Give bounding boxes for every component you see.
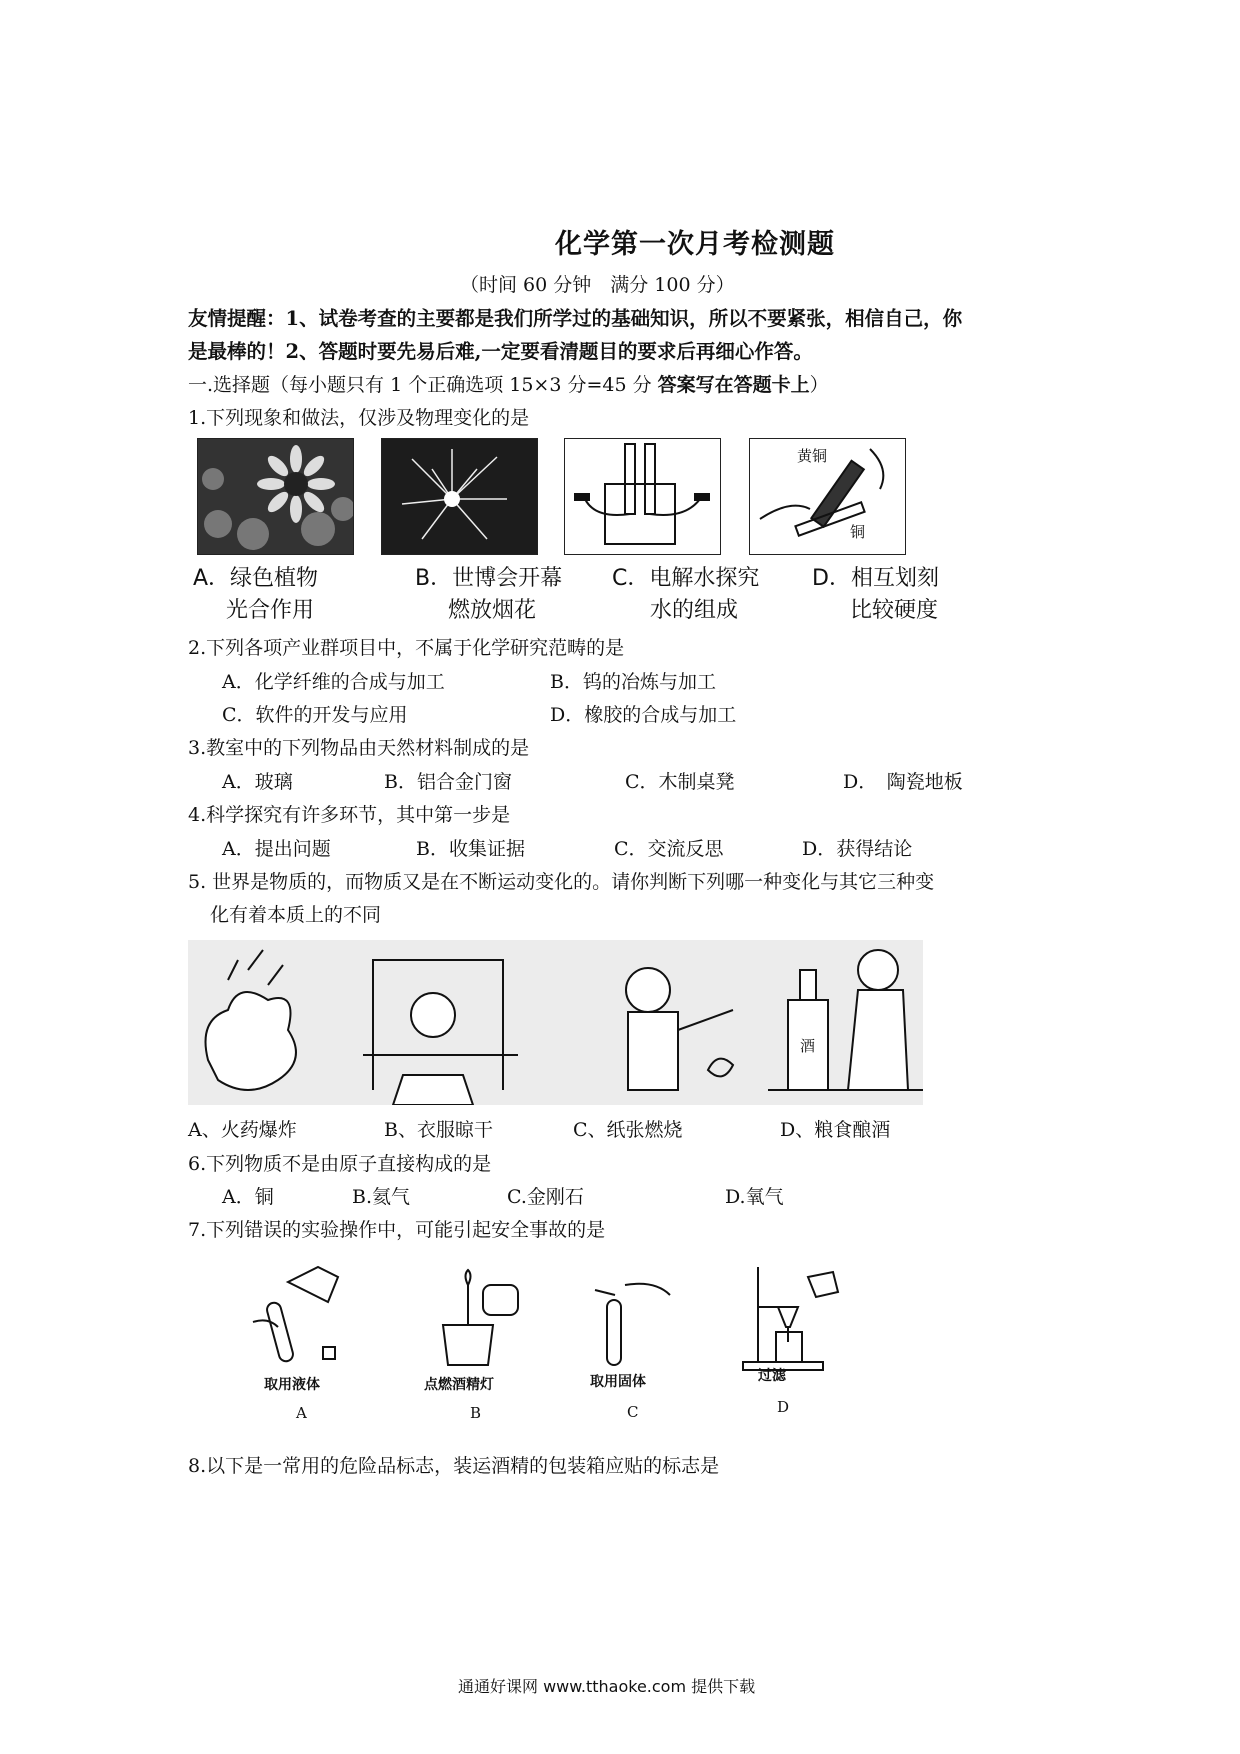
q5-option-a: A、火药爆炸 [188, 1119, 297, 1141]
footer-text: 通通好课网 www.tthaoke.com 提供下载 [458, 1677, 756, 1696]
scratching-hardness-diagram [749, 438, 906, 555]
exam-info: （时间 60 分钟 满分 100 分） [460, 274, 735, 296]
section-heading-bold: 答案写在答题卡上 [657, 374, 810, 396]
q1-option-d-line1: D．相互划刻 [812, 566, 939, 591]
page-title: 化学第一次月考检测题 [555, 229, 835, 260]
q1-option-c [612, 563, 759, 627]
q7-letter-d: D [777, 1398, 790, 1416]
q3-option-b: B．铝合金门窗 [384, 771, 512, 793]
q4-option-d: D．获得结论 [802, 838, 913, 860]
q7-letter-a: A [296, 1404, 307, 1422]
sunflower-photo [197, 438, 354, 555]
q7-caption-d: 过滤 [758, 1368, 786, 1384]
q2-option-d: D．橡胶的合成与加工 [550, 704, 737, 726]
q4-option-b: B．收集证据 [416, 838, 525, 860]
q7-letter-c: C [627, 1403, 639, 1421]
q4-option-a: A．提出问题 [222, 838, 331, 860]
q7-caption-a: 取用液体 [264, 1377, 320, 1393]
q1-option-a-line1: A．绿色植物 [193, 566, 319, 591]
q7-caption-b: 点燃酒精灯 [424, 1377, 494, 1393]
q1-option-b-line1: B．世博会开幕 [415, 566, 563, 591]
q8-stem: 8.以下是一常用的危险品标志，装运酒精的包装箱应贴的标志是 [188, 1455, 720, 1477]
q6-option-d: D.氧气 [725, 1186, 784, 1208]
fireworks-photo [381, 438, 538, 555]
q5-stem-line1: 5. 世界是物质的，而物质又是在不断运动变化的。请你判断下列哪一种变化与其它三种变 [188, 871, 935, 893]
q6-option-a: A．铜 [222, 1186, 274, 1208]
lighting-lamp-diagram [428, 1265, 528, 1375]
q4-option-c: C．交流反思 [614, 838, 724, 860]
q6-option-c: C.金刚石 [507, 1186, 584, 1208]
section-heading [188, 372, 829, 398]
q3-option-d: D． 陶瓷地板 [843, 771, 963, 793]
pouring-liquid-diagram [248, 1262, 353, 1372]
q6-stem: 6.下列物质不是由原子直接构成的是 [188, 1153, 492, 1175]
q2-stem: 2.下列各项产业群项目中，不属于化学研究范畴的是 [188, 637, 625, 659]
q1-option-a [193, 563, 318, 627]
wine-bottle-label: 酒 [800, 1037, 816, 1055]
section-heading-text: 一.选择题（每小题只有 1 个正确选项 15×3 分=45 分 [188, 374, 658, 396]
q2-option-c: C．软件的开发与应用 [222, 704, 408, 726]
copper-label: 铜 [850, 523, 866, 541]
section-heading-suffix: ） [809, 374, 829, 396]
q1-option-c-line1: C．电解水探究 [612, 566, 760, 591]
q1-option-b [415, 563, 562, 627]
adding-solid-diagram [585, 1265, 675, 1375]
q1-option-d-line2: 比较硬度 [850, 598, 939, 623]
q1-option-a-line2: 光合作用 [226, 598, 315, 623]
q5-changes-illustration [188, 940, 923, 1105]
filtration-diagram [738, 1262, 848, 1372]
q1-option-c-line2: 水的组成 [650, 598, 739, 623]
q7-stem: 7.下列错误的实验操作中，可能引起安全事故的是 [188, 1219, 606, 1241]
q2-option-b: B．钨的冶炼与加工 [550, 671, 716, 693]
q7-caption-c: 取用固体 [590, 1374, 646, 1390]
q7-letter-b: B [470, 1404, 482, 1422]
q1-option-d [812, 563, 939, 627]
q5-option-d: D、粮食酿酒 [780, 1119, 891, 1141]
reminder-line-1: 友情提醒：1、试卷考查的主要都是我们所学过的基础知识，所以不要紧张，相信自己，你 [188, 307, 963, 330]
q4-stem: 4.科学探究有许多环节，其中第一步是 [188, 804, 511, 826]
electrolysis-diagram [564, 438, 721, 555]
q5-option-c: C、纸张燃烧 [573, 1119, 683, 1141]
q1-stem: 1.下列现象和做法，仅涉及物理变化的是 [188, 407, 530, 429]
q2-option-a: A．化学纤维的合成与加工 [222, 671, 445, 693]
reminder-line-2: 是最棒的！2、答题时要先易后难,一定要看清题目的要求后再细心作答。 [188, 340, 813, 363]
q5-stem-line2: 化有着本质上的不同 [210, 904, 382, 926]
q6-option-b: B.氦气 [352, 1186, 411, 1208]
q3-option-a: A．玻璃 [222, 771, 293, 793]
q1-option-b-line2: 燃放烟花 [448, 598, 537, 623]
q3-stem: 3.教室中的下列物品由天然材料制成的是 [188, 737, 530, 759]
q5-option-b: B、衣服晾干 [384, 1119, 493, 1141]
brass-label: 黄铜 [797, 447, 828, 465]
q3-option-c: C．木制桌凳 [625, 771, 735, 793]
